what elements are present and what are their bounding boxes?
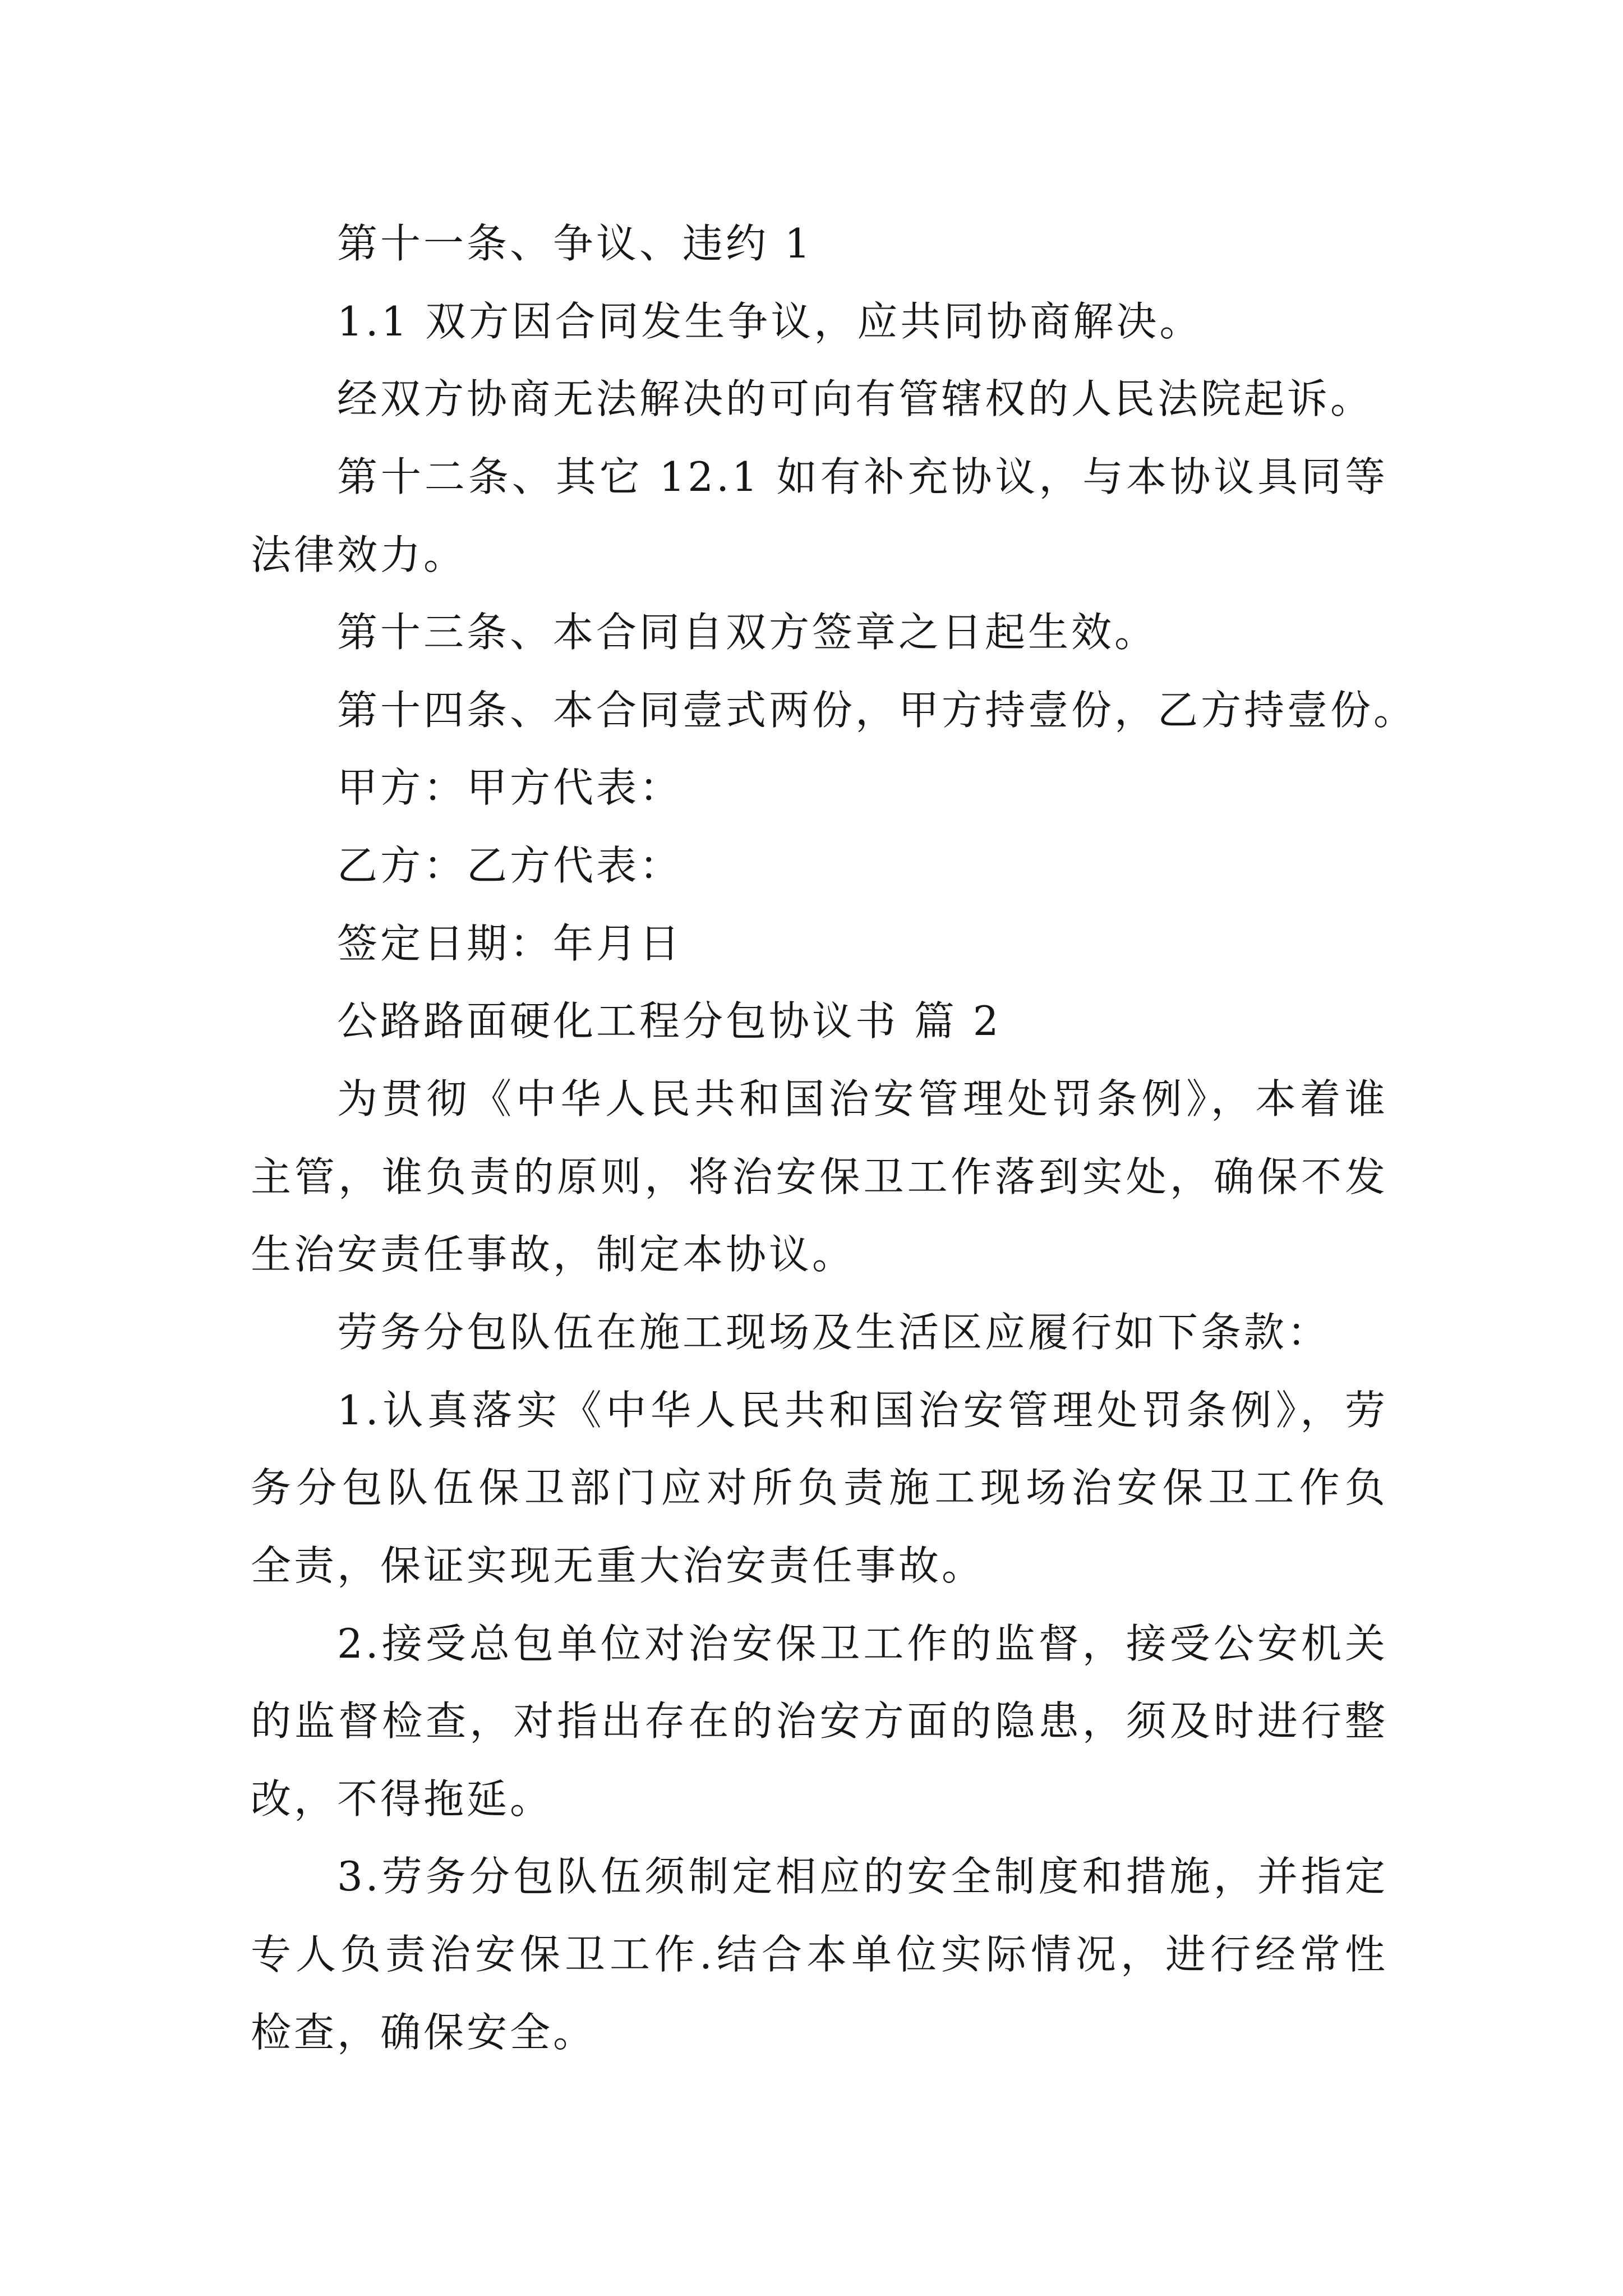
text-line: 为贯彻《中华人民共和国治安管理处罚条例》，本着谁 [337, 1075, 1388, 1123]
text-line: 1.认真落实《中华人民共和国治安管理处罚条例》，劳 [337, 1386, 1388, 1434]
text-line: 务分包队伍保卫部门应对所负责施工现场治安保卫工作负 [251, 1464, 1388, 1512]
text-line: 第十三条、本合同自双方签章之日起生效。 [337, 609, 1158, 656]
text-line: 2.接受总包单位对治安保卫工作的监督，接受公安机关 [337, 1619, 1388, 1667]
text-line: 的监督检查，对指出存在的治安方面的隐患，须及时进行整 [251, 1697, 1388, 1745]
text-line: 第十二条、其它 12.1 如有补充协议，与本协议具同等 [337, 453, 1388, 500]
text-line: 生治安责任事故，制定本协议。 [251, 1231, 856, 1278]
text-line: 公路路面硬化工程分包协议书 篇 2 [337, 997, 1002, 1045]
intro-paragraph [251, 1060, 1388, 1294]
text-line: 专人负责治安保卫工作.结合本单位实际情况，进行经常性 [251, 1931, 1388, 1978]
text-line: 3.劳务分包队伍须制定相应的安全制度和措施，并指定 [337, 1853, 1388, 1901]
numbered-item-3 [251, 1838, 1388, 2071]
text-line: 劳务分包队伍在施工现场及生活区应履行如下条款： [337, 1308, 1331, 1356]
text-line: 签定日期：年月日 [337, 919, 683, 967]
text-line: 第十一条、争议、违约 1 [337, 220, 813, 267]
document-body [251, 205, 1417, 2071]
text-line: 改，不得拖延。 [251, 1775, 554, 1823]
numbered-item-1 [251, 1372, 1388, 1605]
clause-paragraph [251, 360, 1388, 438]
text-line: 乙方：乙方代表： [337, 842, 683, 890]
clause-paragraph [251, 438, 1388, 593]
text-line: 检查，确保安全。 [251, 2008, 597, 2056]
clause-paragraph [251, 283, 1388, 361]
text-line: 全责，保证实现无重大治安责任事故。 [251, 1542, 985, 1589]
text-line: 甲方：甲方代表： [337, 764, 683, 812]
clause-paragraph [251, 1294, 1388, 1372]
text-line: 第十四条、本合同壹式两份，甲方持壹份，乙方持壹份。 [337, 686, 1417, 734]
signature-field-party-a [251, 749, 1388, 827]
section-heading [251, 982, 1388, 1060]
text-line: 经双方协商无法解决的可向有管辖权的人民法院起诉。 [337, 375, 1374, 423]
signature-field-party-b [251, 827, 1388, 905]
clause-paragraph [251, 205, 1388, 283]
clause-paragraph [251, 593, 1388, 671]
text-line: 1.1 双方因合同发生争议，应共同协商解决。 [337, 297, 1203, 345]
clause-paragraph [251, 671, 1417, 749]
text-line: 主管，谁负责的原则，将治安保卫工作落到实处，确保不发 [251, 1153, 1388, 1200]
numbered-item-2 [251, 1605, 1388, 1838]
text-line: 法律效力。 [251, 531, 467, 578]
signing-date-field [251, 905, 1388, 983]
